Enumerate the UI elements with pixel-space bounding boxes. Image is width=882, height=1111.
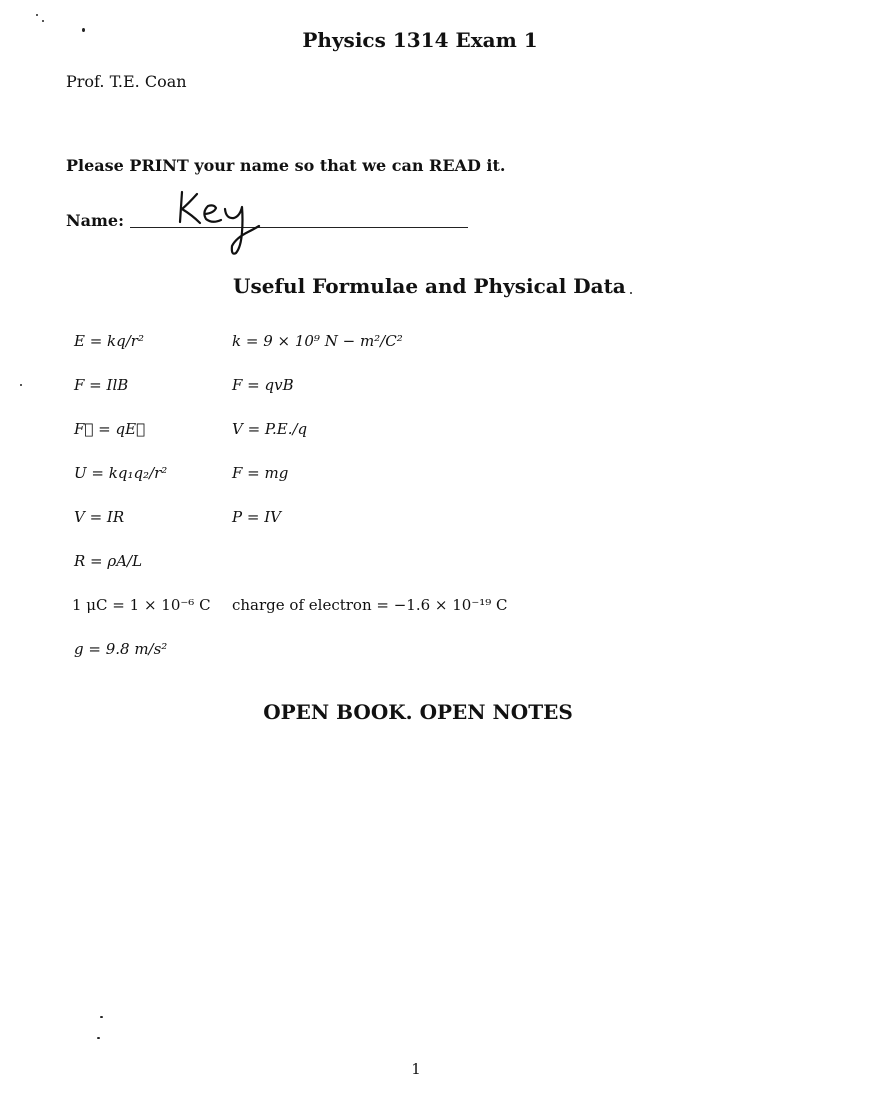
formula-power: P = IV <box>232 508 281 526</box>
scan-speck <box>82 28 85 32</box>
formula-weight: F = mg <box>232 464 289 482</box>
formula-coulomb-field: E = kq/r² <box>74 332 144 350</box>
section-title: Useful Formulae and Physical Data <box>233 274 626 298</box>
instructor-name: Prof. T.E. Coan <box>66 72 187 91</box>
formula-coulomb-constant: k = 9 × 10⁹ N − m²/C² <box>232 332 403 350</box>
formula-ohms-law: V = IR <box>74 508 125 526</box>
name-instruction: Please PRINT your name so that we can READ it. <box>66 156 506 175</box>
name-label: Name: <box>66 211 125 230</box>
formula-microcoulomb <box>72 596 211 614</box>
formula-microcoulomb-text: 1 μC = 1 × 10⁻⁶ C <box>72 596 211 614</box>
formula-force-charge: F = qvB <box>232 376 294 394</box>
page-number: 1 <box>411 1060 421 1078</box>
exam-title: Physics 1314 Exam 1 <box>302 28 538 52</box>
handwritten-name <box>170 182 280 262</box>
formula-potential-energy: U = kq₁q₂/r² <box>74 464 168 482</box>
scan-speck <box>100 1016 103 1018</box>
formula-resistance: R = ρA/L <box>74 552 143 570</box>
scan-speck <box>42 20 44 22</box>
formula-force-wire: F = IlB <box>74 376 129 394</box>
formula-gravity: g = 9.8 m/s² <box>74 640 168 658</box>
formula-potential: V = P.E./q <box>232 420 308 438</box>
open-book-notice: OPEN BOOK. OPEN NOTES <box>263 700 573 724</box>
scan-speck <box>97 1037 100 1039</box>
scan-speck <box>36 14 38 16</box>
formula-force-vector: F⃗ = qE⃗ <box>74 420 146 438</box>
scan-speck <box>20 384 22 386</box>
formula-electron-charge <box>232 596 508 614</box>
formula-electron-charge-text: charge of electron = −1.6 × 10⁻¹⁹ C <box>232 596 508 614</box>
scan-speck <box>630 292 632 294</box>
